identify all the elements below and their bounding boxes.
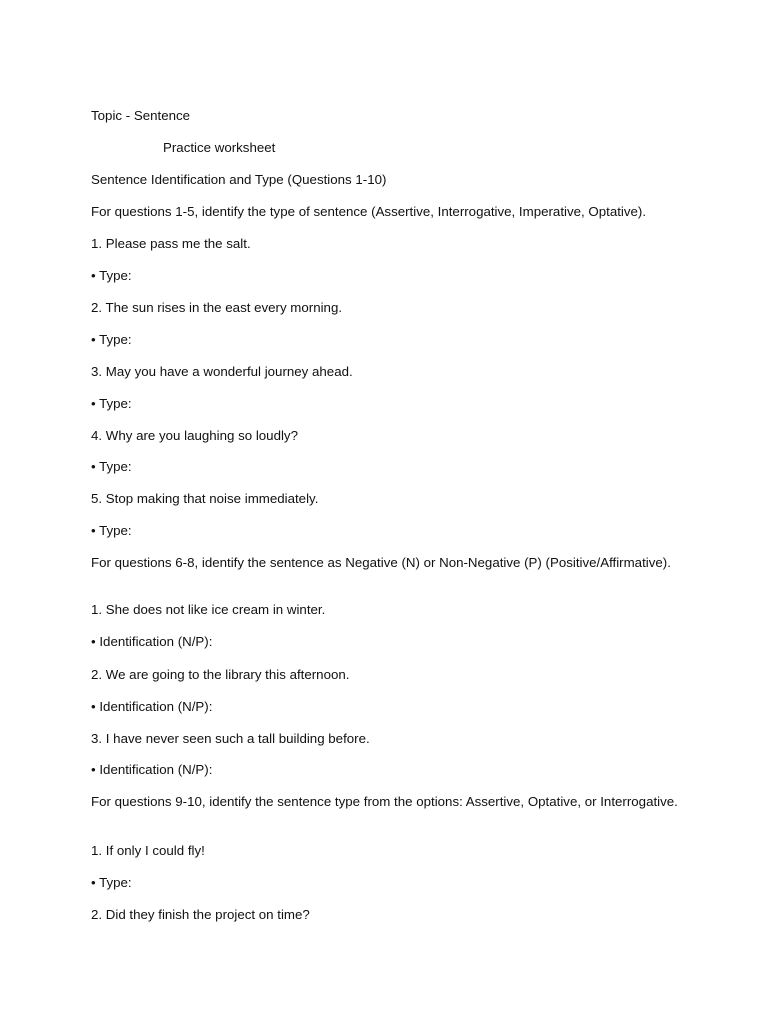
question-text: 1. She does not like ice cream in winter.: [91, 602, 326, 617]
question-text: 2. We are going to the library this afternoon.: [91, 667, 350, 682]
question-text: 1. If only I could fly!: [91, 843, 205, 858]
question-text: 3. I have never seen such a tall building before.: [91, 731, 370, 746]
part3-instruction: For questions 9-10, identify the sentence type from the options: Assertive, Optative, or Interrogative.: [91, 794, 678, 809]
answer-label: • Type:: [91, 459, 132, 474]
answer-label: • Identification (N/P):: [91, 634, 213, 649]
question-text: 2. Did they finish the project on time?: [91, 907, 310, 922]
question-text: 5. Stop making that noise immediately.: [91, 491, 319, 506]
question-text: 3. May you have a wonderful journey ahead.: [91, 364, 353, 379]
answer-label: • Type:: [91, 396, 132, 411]
answer-label: • Identification (N/P):: [91, 699, 213, 714]
part2-instruction: For questions 6-8, identify the sentence as Negative (N) or Non-Negative (P) (Positive/Affirmative).: [91, 555, 671, 570]
question-text: 4. Why are you laughing so loudly?: [91, 428, 298, 443]
answer-label: • Type:: [91, 875, 132, 890]
answer-label: • Type:: [91, 268, 132, 283]
answer-label: • Type:: [91, 523, 132, 538]
question-text: 2. The sun rises in the east every morning.: [91, 300, 343, 315]
answer-label: • Type:: [91, 332, 132, 347]
answer-label: • Identification (N/P):: [91, 762, 213, 777]
topic-heading: Topic - Sentence: [91, 108, 191, 123]
part1-instruction: For questions 1-5, identify the type of sentence (Assertive, Interrogative, Imperative, Optative).: [91, 204, 647, 219]
worksheet-subtitle: Practice worksheet: [163, 140, 276, 155]
question-text: 1. Please pass me the salt.: [91, 236, 251, 251]
section-title: Sentence Identification and Type (Questions 1-10): [91, 172, 387, 187]
